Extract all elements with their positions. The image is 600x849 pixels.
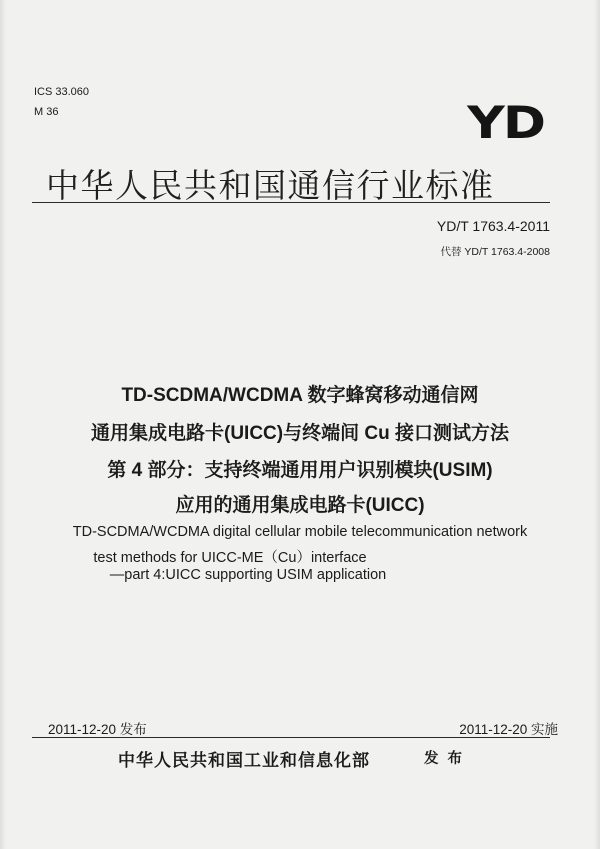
issuing-authority: 中华人民共和国工业和信息化部 [118, 751, 370, 771]
title-en-line-2: test methods for UICC-ME（Cu）interface [93, 550, 367, 566]
title-cn-line-1: TD-SCDMA/WCDMA 数字蜂窝移动通信网 [121, 385, 479, 406]
title-en-line-3: —part 4:UICC supporting USIM application [109, 567, 387, 583]
standard-number: YD/T 1763.4-2011 [436, 218, 550, 234]
publish-date: 2011-12-20 发布 [48, 722, 147, 737]
title-cn-line-4: 应用的通用集成电路卡(UICC) [175, 495, 425, 516]
footer-divider [32, 737, 550, 738]
ics-code: ICS 33.060 [34, 86, 90, 98]
replaced-standard: 代替 YD/T 1763.4-2008 [440, 246, 550, 258]
title-en-line-1: TD-SCDMA/WCDMA digital cellular mobile telecommunication network [72, 524, 528, 540]
classification-code: M 36 [34, 106, 59, 118]
title-cn-line-2: 通用集成电路卡(UICC)与终端间 Cu 接口测试方法 [91, 423, 509, 444]
yd-logo: YD [467, 98, 544, 149]
standard-category-title: 中华人民共和国通信行业标准 [46, 167, 495, 204]
implement-date: 2011-12-20 实施 [459, 722, 558, 737]
header-divider [32, 202, 550, 203]
title-cn-line-3: 第 4 部分：支持终端通用用户识别模块(USIM) [107, 460, 493, 481]
issue-label: 发 布 [424, 750, 465, 767]
